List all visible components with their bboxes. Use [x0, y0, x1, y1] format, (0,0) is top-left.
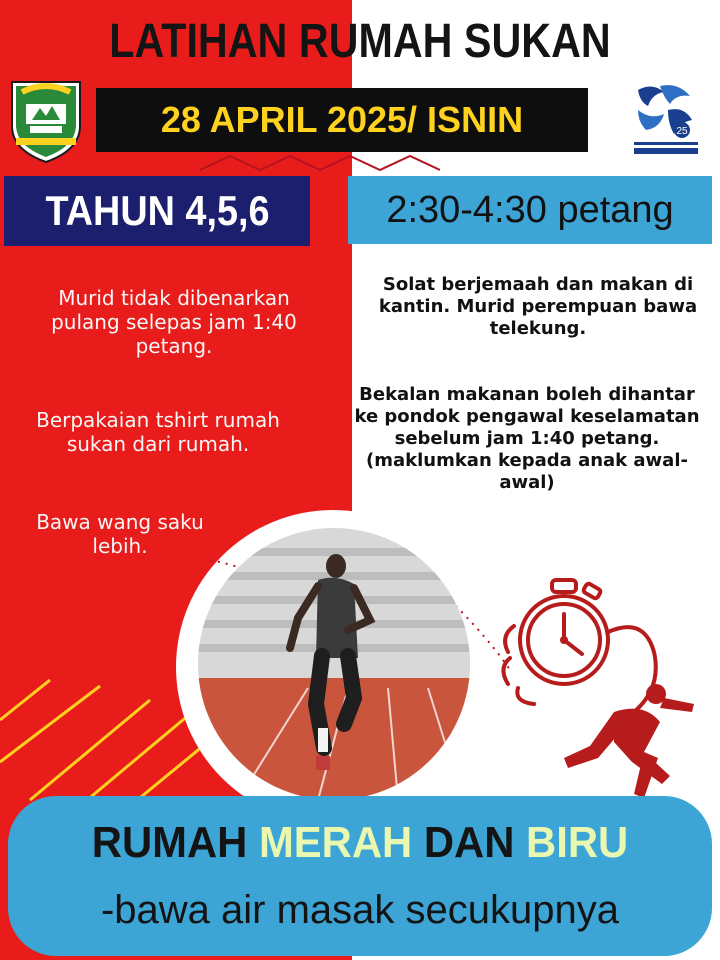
house-announcement — [26, 818, 695, 868]
water-reminder: -bawa air masak secukupnya — [100, 888, 620, 932]
poster-title: LATIHAN RUMAH SUKAN — [109, 15, 611, 68]
logo-number: 25 — [676, 126, 688, 137]
house-red: MERAH — [258, 818, 413, 867]
grade-text: TAHUN 4,5,6 — [44, 187, 270, 234]
time-box — [348, 176, 712, 244]
date-banner — [96, 88, 588, 152]
runner-photo — [198, 528, 470, 800]
note-prayer-lunch: Solat berjemaah dan makan di kantin. Murid perempuan bawa telekung. — [378, 274, 698, 339]
house-blue: BIRU — [526, 818, 629, 867]
stopwatch-runner-icon — [494, 562, 704, 812]
date-text: 28 APRIL 2025/ ISNIN — [160, 99, 524, 140]
house-middle: DAN — [412, 818, 527, 867]
note-dismissal: Murid tidak dibenarkan pulang selepas jam 1:40 petang. — [51, 286, 297, 358]
house-prefix: RUMAH — [91, 818, 259, 867]
note-food-delivery: Bekalan makanan boleh dihantar ke pondok pengawal keselamatan sebelum jam 1:40 petang. (maklumkan kepada anak awal-awal) — [354, 384, 700, 493]
program-logo — [630, 80, 702, 160]
note-attire: Berpakaian tshirt rumah sukan dari rumah. — [36, 408, 280, 456]
time-text: 2:30-4:30 petang — [386, 188, 674, 231]
school-crest-logo — [8, 78, 84, 164]
grade-box — [4, 176, 310, 246]
note-pocket-money: Bawa wang saku lebih. — [36, 510, 204, 558]
